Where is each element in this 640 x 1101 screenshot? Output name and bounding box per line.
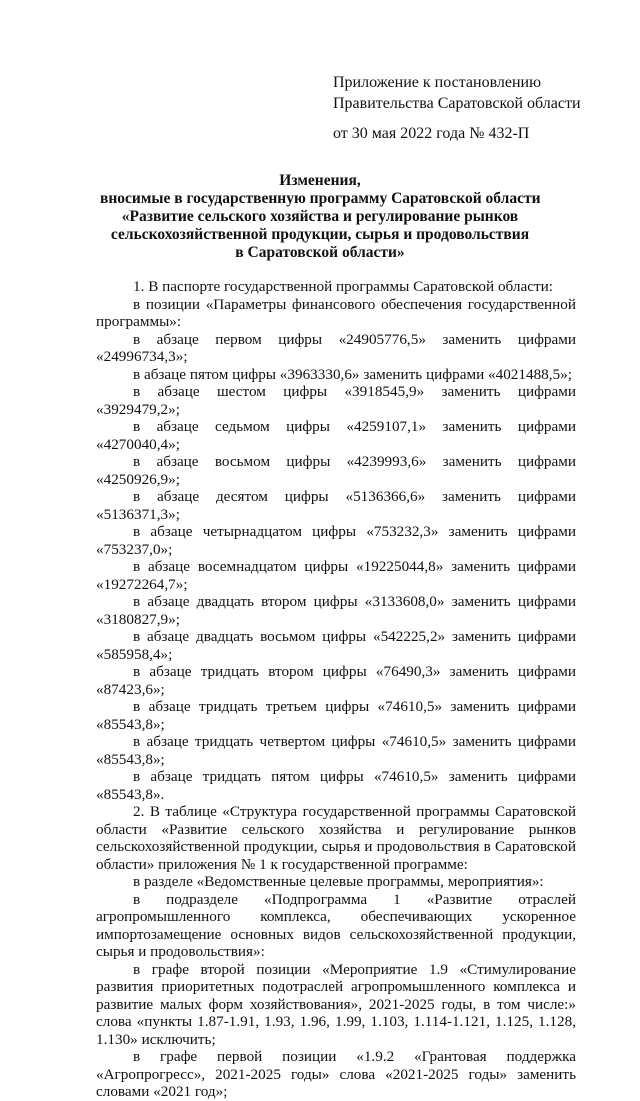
paragraph: в абзаце пятом цифры «3963330,6» заменить цифрами «4021488,5»; <box>133 365 572 383</box>
paragraph: в абзаце восемнадцатом цифры «19225044,8» заменить цифрами «19272264,7»; <box>96 558 576 593</box>
paragraph: в разделе «Ведомственные целевые программы, мероприятия»: <box>133 873 544 890</box>
title-line-1: Изменения, <box>279 172 361 189</box>
paragraph: в абзаце седьмом цифры «4259107,1» заменить цифрами «4270040,4»; <box>96 418 576 453</box>
paragraph: в абзаце десятом цифры «5136366,6» заменить цифрами «5136371,3»; <box>96 488 576 523</box>
paragraph: в абзаце восьмом цифры «4239993,6» заменить цифрами «4250926,9»; <box>96 453 576 488</box>
paragraph: в абзаце двадцать восьмом цифры «542225,2» заменить цифрами «585958,4»; <box>96 628 576 663</box>
header-date-line: от 30 мая 2022 года № 432-П <box>333 125 530 142</box>
title-line-2: вносимые в государственную программу Саратовской области <box>100 190 541 207</box>
paragraph: в позиции «Параметры финансового обеспечения государственной программы»: <box>96 295 576 330</box>
paragraph: в графе второй позиции «Мероприятие 1.9 «Стимулирование развития приоритетных подотраслей агропромышленного комплекса и развитие малых форм хозяйствования», 2021-2025 годы, в том числе:» слова «пункты 1.87-1.91, 1.93, 1.96, 1.99, 1.103, 1.114-1.121, 1.125, 1.128, 1.130» исключить; <box>96 960 576 1048</box>
paragraph: в абзаце шестом цифры «3918545,9» заменить цифрами «3929479,2»; <box>96 383 576 418</box>
paragraph: в абзаце тридцать третьем цифры «74610,5» заменить цифрами «85543,8»; <box>96 698 576 733</box>
paragraph: в абзаце четырнадцатом цифры «753232,3» заменить цифрами «753237,0»; <box>96 523 576 558</box>
header-line-1: Приложение к постановлению <box>333 74 542 91</box>
paragraph: в абзаце тридцать втором цифры «76490,3» заменить цифрами «87423,6»; <box>96 663 576 698</box>
paragraph: в подразделе «Подпрограмма 1 «Развитие отраслей агропромышленного комплекса, обеспечивающих ускоренное импортозамещение основных видов сельскохозяйственной продукции, сырья и продовольствия»: <box>96 890 576 960</box>
document-title <box>100 172 540 262</box>
paragraph: в абзаце тридцать пятом цифры «74610,5» заменить цифрами «85543,8». <box>96 768 576 803</box>
document-body <box>96 278 576 1101</box>
paragraph: в абзаце двадцать втором цифры «3133608,0» заменить цифрами «3180827,9»; <box>96 593 576 628</box>
title-line-3: «Развитие сельского хозяйства и регулирование рынков <box>121 208 519 225</box>
header-line-2: Правительства Саратовской области <box>333 95 581 112</box>
paragraph: в абзаце тридцать четвертом цифры «74610,5» заменить цифрами «85543,8»; <box>96 733 576 768</box>
title-line-4: сельскохозяйственной продукции, сырья и продовольствия <box>110 226 530 243</box>
paragraph: 1. В паспорте государственной программы Саратовской области: <box>133 278 553 295</box>
appendix-header <box>333 72 581 144</box>
title-line-5: в Саратовской области» <box>235 244 405 261</box>
paragraph: в абзаце первом цифры «24905776,5» заменить цифрами «24996734,3»; <box>96 330 576 365</box>
paragraph: 2. В таблице «Структура государственной программы Саратовской области «Развитие сельского хозяйства и регулирование рынков сельскохозяйственной продукции, сырья и продовольствия в Саратовской области» приложения № 1 к государственной программе: <box>96 803 576 873</box>
paragraph: в графе первой позиции «1.9.2 «Грантовая поддержка «Агропрогресс», 2021-2025 годы» слова «2021-2025 годы» заменить словами «2021 год»; <box>96 1048 576 1100</box>
